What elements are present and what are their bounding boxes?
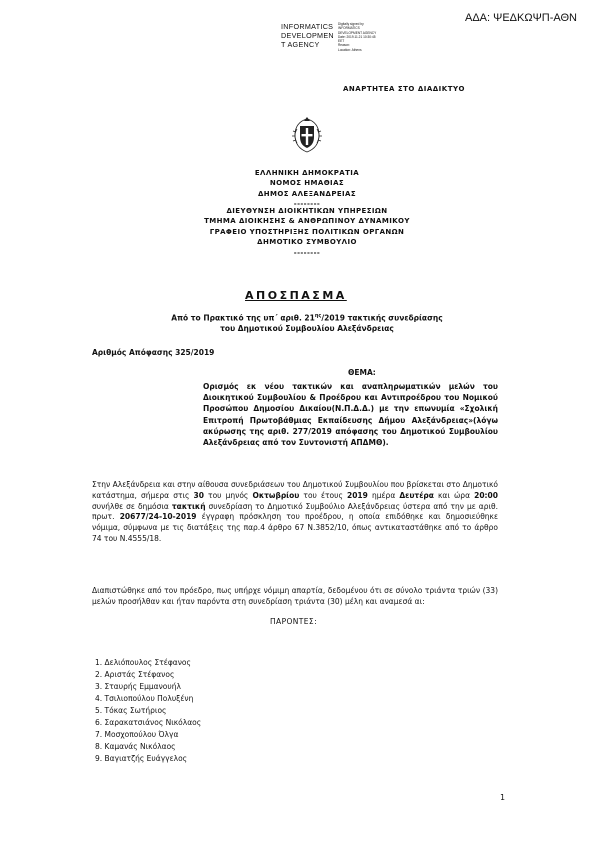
session-day: 30: [193, 490, 204, 500]
stamp-line: INFORMATICS: [281, 22, 334, 31]
list-item: 2. Αριστάς Στέφανος: [95, 670, 175, 679]
list-item: 1. Δελιόπουλος Στέφανος: [95, 658, 191, 667]
stamp-detail-line: EET: [338, 39, 345, 44]
list-item: 5. Τόκας Σωτήριος: [95, 706, 167, 715]
header-line: ΝΟΜΟΣ ΗΜΑΘΙΑΣ: [269, 179, 345, 188]
list-item: 6. Σαρακατσιάνος Νικόλαος: [95, 718, 202, 727]
list-item: 7. Μοσχοπούλου Όλγα: [95, 730, 179, 739]
header-line: ΔΗΜΟΣ ΑΛΕΞΑΝΔΡΕΙΑΣ: [257, 189, 357, 198]
subtitle-line2: του Δημοτικού Συμβουλίου Αλεξάνδρειας: [220, 323, 394, 333]
para-text: και ώρα: [433, 490, 475, 500]
stamp-detail-line: Location: Athens: [338, 47, 362, 52]
header-line: ΕΛΛΗΝΙΚΗ ΔΗΜΟΚΡΑΤΙΑ: [254, 169, 360, 177]
present-heading: ΠΑΡΟΝΤΕΣ:: [270, 617, 317, 626]
stamp-detail-line: Digitally signed by: [338, 22, 364, 26]
list-item: 3. Σταυρής Εμμανουήλ: [95, 682, 181, 691]
stamp-line: T AGENCY: [281, 40, 320, 49]
stamp-line: DEVELOPMEN: [281, 31, 334, 40]
digital-signature-stamp: [281, 22, 451, 52]
para-text: συνεδρίαση το Δημοτικό Συμβούλιο Αλεξάνδρειας ύστερα από την με αριθ. πρωτ.: [92, 501, 498, 522]
subtitle-ordinal: ης: [314, 313, 322, 319]
stamp-detail-line: Date: 2019.11.21 10:30:45: [338, 34, 376, 39]
header-separator: --------: [293, 200, 321, 209]
list-item: 4. Τσιλιοπούλου Πολυξένη: [95, 694, 194, 703]
decision-number: Αριθμός Απόφασης 325/2019: [92, 348, 215, 357]
header-line: ΔΗΜΟΤΙΚΟ ΣΥΜΒΟΥΛΙΟ: [257, 238, 357, 247]
para-text: Στην Αλεξάνδρεια και στην αίθουσα συνεδριάσεων του Δημοτικού Συμβουλίου που βρίσκεται στο Δημοτικό κατάστημα, σήμερα στις: [92, 480, 498, 500]
session-weekday: Δευτέρα: [399, 490, 434, 500]
para-text: ημέρα: [367, 490, 400, 500]
session-year: 2019: [347, 490, 368, 500]
session-type: τακτική: [171, 501, 206, 511]
subject-label: ΘΕΜΑ:: [348, 368, 376, 377]
stamp-detail-line: INFORMATICS: [338, 26, 360, 31]
session-time: 20:00: [474, 490, 498, 500]
list-item: 8. Καμανάς Νικόλαος: [95, 742, 176, 751]
invitation-number: 20677/24-10-2019: [119, 512, 197, 522]
session-month: Οκτωβρίου: [252, 490, 300, 500]
para-text: συνήλθε σε δημόσια: [92, 501, 172, 511]
subject-text: Ορισμός εκ νέου τακτικών και αναπληρωματικών μελών του Διοικητικού Συμβουλίου & Προέδρου και Αντιπροέδρου του Νομικού Προσώπου Δημοσίου Δικαίου(Ν.Π.Δ.Δ.) με την επωνυμία «Σχολική Επιτροπή Πρωτοβάθμιας Εκπαίδευσης Δήμου Αλεξάνδρειας»(λόγω ακύρωσης της αριθ. 277/2019 απόφασης του Δημοτικού Συμβουλίου Αλεξάνδρειας από τον Συντονιστή ΑΠΔΜΘ).: [203, 382, 498, 448]
para-text: του μηνός: [203, 490, 253, 500]
ada-code: ΑΔΑ: ΨΕΔΚΩΨΠ-ΑΘΝ: [465, 12, 577, 24]
para-text: έγγραφη πρόσκληση του προέδρου, η οποία επιδόθηκε και δημοσιεύθηκε νόμιμα, σύμφωνα με τις διατάξεις της παρ.4 άρθρο 67 Ν.3852/10, όπως αντικαταστάθηκε από το άρθρο 74 του Ν.4555/18.: [92, 512, 499, 543]
stamp-organization: [281, 22, 339, 49]
stamp-details: [338, 22, 376, 52]
session-paragraph: [92, 480, 498, 545]
authority-header: [100, 168, 514, 210]
header-line: ΔΙΕΥΘΥΝΣΗ ΔΙΟΙΚΗΤΙΚΩΝ ΥΠΗΡΕΣΙΩΝ: [226, 207, 388, 215]
stamp-detail-line: DEVELOPMENT AGENCY: [338, 30, 377, 35]
list-item: 9. Βαγιατζής Ευάγγελος: [95, 754, 188, 763]
para-text: του έτους: [299, 490, 347, 500]
present-members-list: [95, 657, 201, 765]
department-header: [100, 206, 514, 258]
subtitle-text: Από το Πρακτικό της υπ΄ αριθ. 21: [171, 313, 315, 323]
hellenic-republic-emblem-icon: [289, 115, 325, 155]
page-number: 1: [500, 793, 506, 802]
header-line: ΤΜΗΜΑ ΔΙΟΙΚΗΣΗΣ & ΑΝΘΡΩΠΙΝΟΥ ΔΥΝΑΜΙΚΟΥ: [204, 217, 410, 226]
subtitle-text: /2019 τακτικής συνεδρίασης: [321, 313, 443, 323]
posted-online-notice: ΑΝΑΡΤΗΤΕΑ ΣΤΟ ΔΙΑΔΙΚΤΥΟ: [343, 85, 465, 93]
document-title: ΑΠΟΣΠΑΣΜΑ: [245, 289, 347, 302]
stamp-detail-line: Reason:: [338, 43, 350, 48]
document-subtitle: [100, 311, 514, 334]
quorum-paragraph: Διαπιστώθηκε από τον πρόεδρο, πως υπήρχε νόμιμη απαρτία, δεδομένου ότι σε σύνολο τριάντα τριών (33) μελών προσήλθαν και ήταν παρόντα στη συνεδρίαση τριάντα (30) μέλη και αναμεσά αι:: [92, 586, 498, 606]
header-separator: --------: [293, 248, 321, 257]
header-line: ΓΡΑΦΕΙΟ ΥΠΟΣΤΗΡΙΞΗΣ ΠΟΛΙΤΙΚΩΝ ΟΡΓΑΝΩΝ: [209, 227, 405, 236]
